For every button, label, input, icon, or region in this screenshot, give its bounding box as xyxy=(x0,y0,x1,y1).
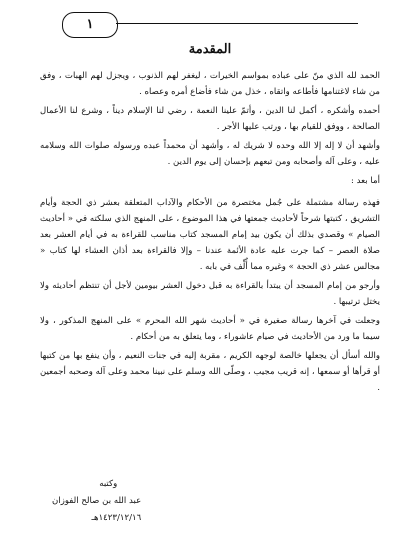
paragraph-praise: الحمد لله الذي منّ على عباده بمواسم الخيرات ، ليغفر لهم الذنوب ، ويجزل لهم الهبات ، وفق من شاء لاغتنامها فأطاعه واتقاه ، خذل من شاء فأضاع أمره وعصاه . xyxy=(40,71,380,97)
paragraph-prayer: والله أسأل أن يجعلها خالصة لوجهه الكريم ، مقربة إليه في جنات النعيم ، وأن ينفع بها من كتبها أو قرأها أو سمعها ، إنه قريب مجيب ، وصلّى الله وسلم على نبينا محمد وعلى آله وصحبه أجمعين . xyxy=(40,351,380,393)
signature-block xyxy=(52,476,141,527)
paragraph-request: وأرجو من إمام المسجد أن يبتدأ بالقراءة به قبل دخول العشر بيومين لأجل أن تنتظم أحاديثه ولا يختل ترتيبها . xyxy=(40,281,380,307)
page-title: المقدمة xyxy=(188,42,232,57)
paragraph-amma-bad: أما بعد : xyxy=(350,176,380,186)
page-number-badge: ١ xyxy=(62,12,118,38)
paragraph-purpose: فهذه رسالة مشتملة على جُمل مختصرة من الأحكام والآداب المتعلقة بعشر ذي الحجة وأيام التشريق ، كتبتها شرحاً لأحاديث جمعتها في هذا الموضوع ، على المنهج الذي سلكته في « أحاديث الصيام » وقصدي بذلك أن يكون بيد إمام المسجد كتاب مناسب للقراءة به في أيام العشر بعد صلاة العصر – كما جرت عليه عادة الأئمة عندنا – وإلا فالقراءة بعد أذان العشاء لها كتاب « مجالس عشر ذي الحجة » وغيره مما أُلِّف في بابه . xyxy=(40,198,380,272)
signature-intro: وكتبه xyxy=(99,479,118,489)
header-rule xyxy=(116,23,358,24)
signature-date: ١٤٢٣/١٢/١٦هـ xyxy=(91,513,142,523)
paragraph-appendix: وجعلت في آخرها رسالة صغيرة في « أحاديث شهر الله المحرم » على المنهج المذكور ، ولا سيما ما ورد من الأحاديث في صيام عاشوراء ، وما يتعلق به من أحكام . xyxy=(40,316,380,342)
body-text xyxy=(40,68,380,399)
paragraph-thanks: أحمده وأشكره ، أكمل لنا الدين ، وأتمّ علينا النعمة ، رضي لنا الإسلام ديناً ، وشرع لنا الأعمال الصالحة ، ووفق للقيام بها ، ورتب عليها الأجر . xyxy=(40,106,380,132)
author-name: عبد الله بن صالح الفوزان xyxy=(52,496,142,506)
paragraph-shahada: وأشهد أن لا إله إلا الله وحده لا شريك له ، وأشهد أن محمداً عبده ورسوله صلوات الله وسلامه عليه ، وعلى آله وأصحابه ومن تبعهم بإحسان إلى يوم الدين . xyxy=(40,141,380,167)
